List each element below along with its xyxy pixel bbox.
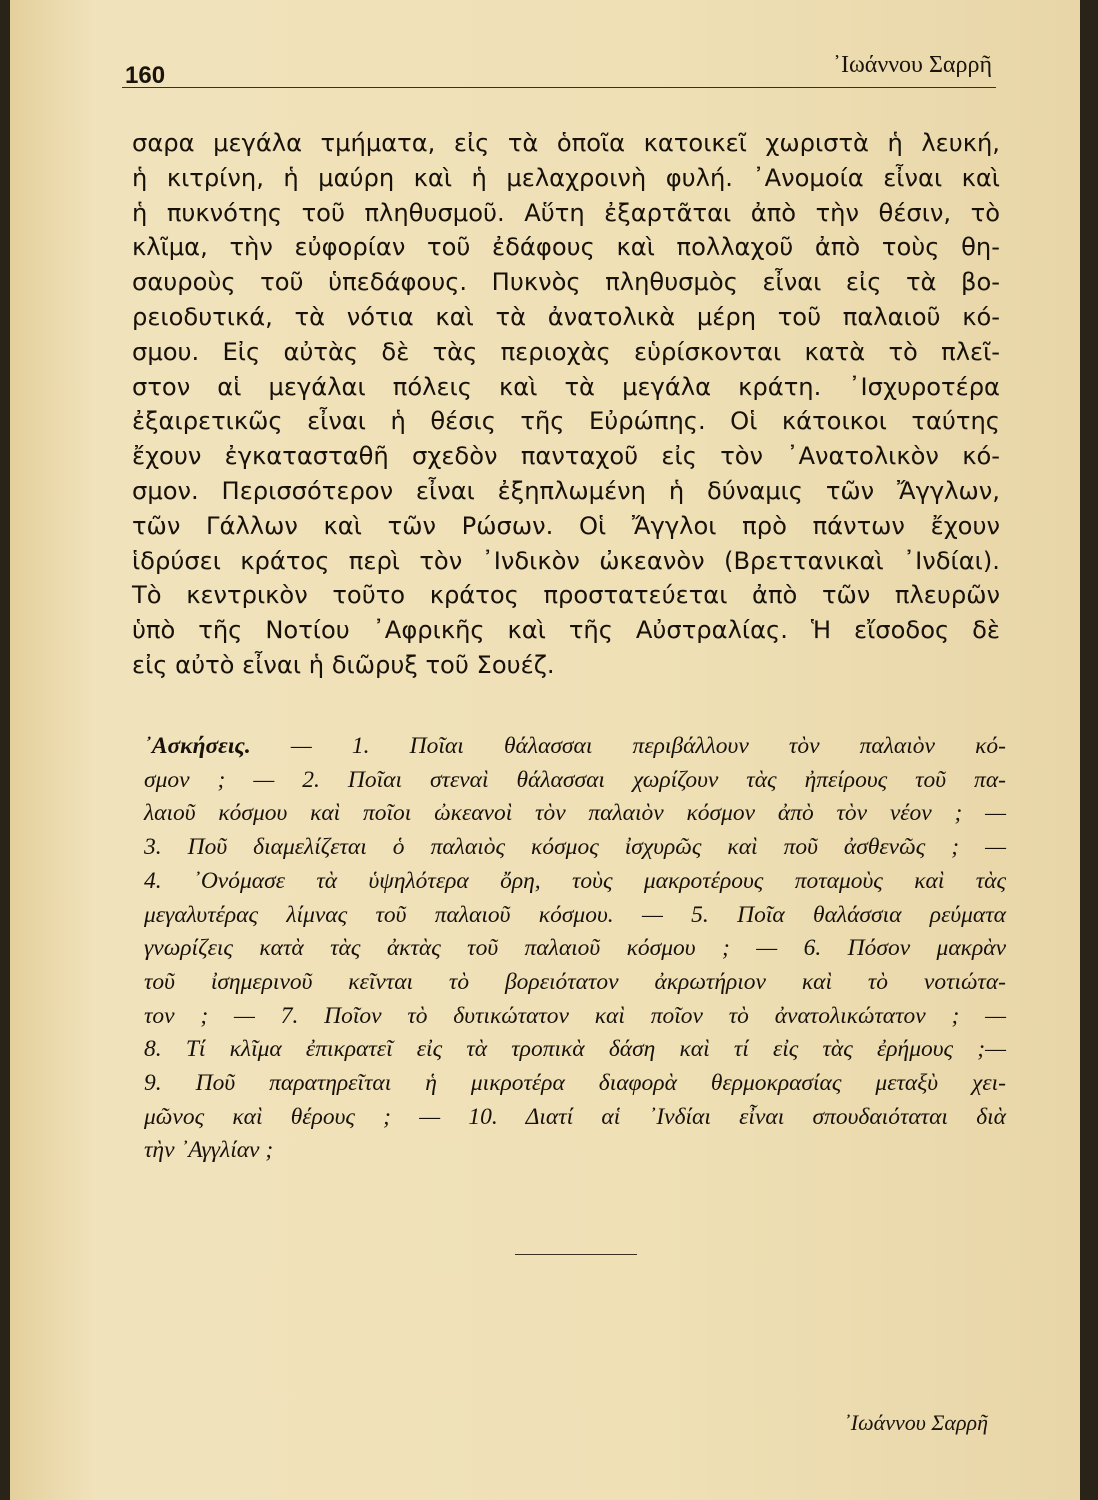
section-end-rule [515,1254,637,1255]
main-paragraph [132,126,1000,683]
exercises-label: ᾿Ασκήσεις. [144,733,251,759]
text-line: ὑπὸ τῆς Νοτίου ᾿Αφρικῆς καὶ τῆς Αὐστραλίας. Ἡ εἴσοδος δὲ [132,616,1000,645]
text-line: κλῖμα, τὴν εὐφορίαν τοῦ ἐδάφους καὶ πολλαχοῦ ἀπὸ τοὺς θη- [132,233,1000,262]
text-line: στον αἱ μεγάλαι πόλεις καὶ τὰ μεγάλα κράτη. ᾿Ισχυροτέρα [132,372,1000,401]
exercises-section [144,730,1006,1168]
exercise-line: γνωρίζεις κατὰ τὰς ἀκτὰς τοῦ παλαιοῦ κόσμου ; — 6. Πόσον μακρὰν [144,935,1006,962]
text-line: ἱδρύσει κράτος περὶ τὸν ᾿Ινδικὸν ὠκεανὸν (Βρεττανικαὶ ᾿Ινδίαι). [132,546,1000,575]
exercise-line: μῶνος καὶ θέρους ; — 10. Διατί αἱ ᾿Ινδίαι εἶναι σπουδαιόταται διὰ [144,1103,1006,1130]
text-line: σαρα μεγάλα τμήματα, εἰς τὰ ὁποῖα κατοικεῖ χωριστὰ ἡ λευκή, [132,129,1000,157]
exercise-line: 8. Τί κλῖμα ἐπικρατεῖ εἰς τὰ τροπικὰ δάση καὶ τί εἰς τὰς ἐρήμους ;— [144,1036,1006,1063]
exercise-line: τον ; — 7. Ποῖον τὸ δυτικώτατον καὶ ποῖον τὸ ἀνατολικώτατον ; — [144,1002,1006,1029]
exercise-line: μεγαλυτέρας λίμνας τοῦ παλαιοῦ κόσμου. — 5. Ποῖα θαλάσσια ρεύματα [144,901,1006,928]
text-line: ἔχουν ἐγκατασταθῆ σχεδὸν πανταχοῦ εἰς τὸν ᾿Ανατολικὸν κό- [132,442,1000,471]
text-line: Τὸ κεντρικὸν τοῦτο κράτος προστατεύεται ἀπὸ τῶν πλευρῶν [132,581,1000,610]
footer-author: ᾿Ιωάννου Σαρρῆ [843,1410,988,1435]
exercise-text: — 1. Ποῖαι θάλασσαι περιβάλλουν τὸν παλαιὸν κό- [250,733,1006,759]
exercise-line-first [144,730,1006,764]
exercise-line: τοῦ ἰσημερινοῦ κεῖνται τὸ βορειότατον ἀκρωτήριον καὶ τὸ νοτιώτα- [144,968,1006,995]
exercise-line: τὴν ᾿Αγγλίαν ; [144,1137,274,1164]
exercise-line: 3. Ποῦ διαμελίζεται ὁ παλαιὸς κόσμος ἰσχυρῶς καὶ ποῦ ἀσθενῶς ; — [144,834,1006,861]
exercise-line: λαιοῦ κόσμου καὶ ποῖοι ὠκεανοὶ τὸν παλαιὸν κόσμον ἀπὸ τὸν νέον ; — [144,800,1006,827]
page-number: 160 [125,62,166,89]
text-line: ρειοδυτικά, τὰ νότια καὶ τὰ ἀνατολικὰ μέρη τοῦ παλαιοῦ κό- [132,302,1000,331]
text-line: σμον. Περισσότερον εἶναι ἐξηπλωμένη ἡ δύναμις τῶν Ἄγγλων, [132,476,1000,505]
exercise-line: 4. ᾿Ονόμασε τὰ ὑψηλότερα ὄρη, τοὺς μακροτέρους ποταμοὺς καὶ τὰς [144,867,1006,894]
text-line: ἐξαιρετικῶς εἶναι ἡ θέσις τῆς Εὐρώπης. Οἱ κάτοικοι ταύτης [132,407,1000,436]
text-line: ἡ πυκνότης τοῦ πληθυσμοῦ. Αὕτη ἐξαρτᾶται ἀπὸ τὴν θέσιν, τὸ [132,198,1000,227]
text-line: σμου. Εἰς αὐτὰς δὲ τὰς περιοχὰς εὑρίσκονται κατὰ τὸ πλεῖ- [132,337,1000,366]
text-line: τῶν Γάλλων καὶ τῶν Ρώσων. Οἱ Ἄγγλοι πρὸ πάντων ἔχουν [132,511,1000,540]
exercise-line: 9. Ποῦ παρατηρεῖται ἡ μικροτέρα διαφορὰ θερμοκρασίας μεταξὺ χει- [144,1070,1006,1097]
text-line: σαυροὺς τοῦ ὑπεδάφους. Πυκνὸς πληθυσμὸς εἶναι εἰς τὰ βο- [132,268,1000,297]
header-rule [122,87,996,88]
book-page [10,0,1080,1500]
running-head-author: ᾿Ιωάννου Σαρρῆ [833,52,992,78]
exercise-line: σμον ; — 2. Ποῖαι στεναὶ θάλασσαι χωρίζουν τὰς ἠπείρους τοῦ πα- [144,766,1006,793]
text-line: ἡ κιτρίνη, ἡ μαύρη καὶ ἡ μελαχροινὴ φυλή. ᾿Ανομοία εἶναι καὶ [132,163,1000,192]
text-line: εἰς αὐτὸ εἶναι ἡ διῶρυξ τοῦ Σουέζ. [132,650,555,679]
